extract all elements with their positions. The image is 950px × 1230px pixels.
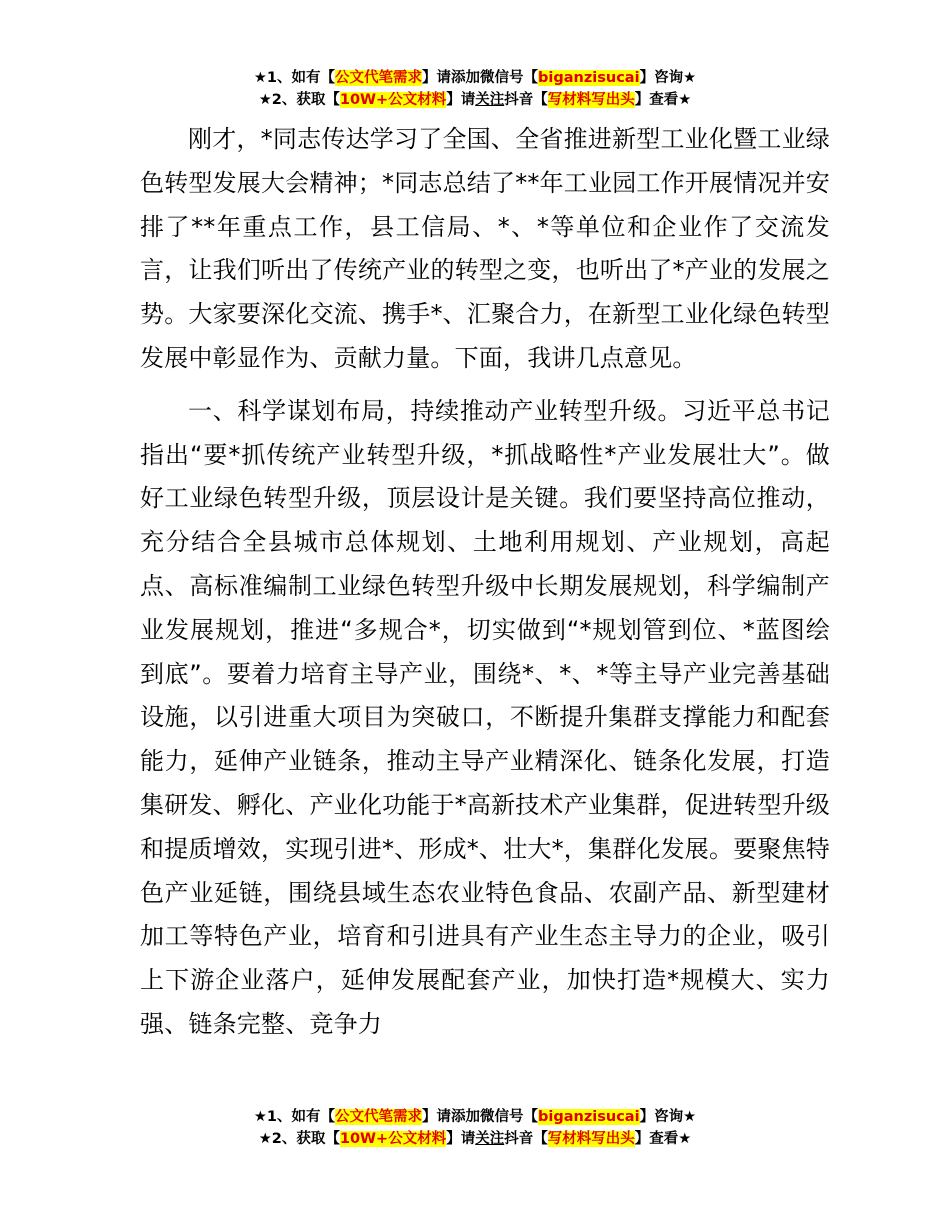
- banner-text: ★2、获取【: [258, 1131, 340, 1147]
- highlight-wechat-id: biganzisucai: [538, 1109, 640, 1125]
- paragraph-intro: 刚才，*同志传达学习了全国、全省推进新型工业化暨工业绿色转型发展大会精神；*同志总结了**年工业园工作开展情况并安排了**年重点工作，县工信局、*、*等单位和企业作了交流发言，让我们听出了传统产业的转型之变，也听出了*产业的发展之势。大家要深化交流、携手*、汇聚合力，在新型工业化绿色转型发展中彰显作为、贡献力量。下面，我讲几点意见。: [140, 125, 830, 372]
- banner-text: 】请: [446, 1131, 476, 1147]
- banner-text: 】请: [446, 92, 476, 108]
- document-body: [140, 118, 830, 1047]
- banner-text: ★1、如有【: [253, 1109, 336, 1125]
- banner-text: 抖音【: [504, 1131, 548, 1147]
- banner-text: 】请添加微信号【: [422, 70, 539, 86]
- banner-line-2: [0, 89, 950, 111]
- highlight-materials: 10W+公文材料: [339, 92, 447, 108]
- banner-text: 】咨询★: [639, 70, 697, 86]
- paragraph-section-one: 一、科学谋划布局，持续推动产业转型升级。习近平总书记指出“要*抓传统产业转型升级，*抓战略性*产业发展壮大”。做好工业绿色转型升级，顶层设计是关键。我们要坚持高位推动，充分结合全县城市总体规划、土地利用规划、产业规划，高起点、高标准编制工业绿色转型升级中长期发展规划，科学编制产业发展规划，推进“多规合*，切实做到“*规划管到位、*蓝图绘到底”。要着力培育主导产业，围绕*、*、*等主导产业完善基础设施，以引进重大项目为突破口，不断提升集群支撑能力和配套能力，延伸产业链条，推动主导产业精深化、链条化发展，打造集研发、孵化、产业化功能于*高新技术产业集群，促进转型升级和提质增效，实现引进*、形成*、壮大*，集群化发展。要聚焦特色产业延链，围绕县域生态农业特色食品、农副产品、新型建材加工等特色产业，培育和引进具有产业生态主导力的企业，吸引上下游企业落户，延伸发展配套产业，加快打造*规模大、实力强、链条完整、竞争力: [140, 396, 830, 1038]
- banner-text: ★1、如有【: [253, 70, 336, 86]
- banner-line-1: [0, 1106, 950, 1128]
- highlight-materials: 10W+公文材料: [339, 1131, 447, 1147]
- banner-text: ★2、获取【: [258, 92, 340, 108]
- banner-text: 】查看★: [634, 1131, 692, 1147]
- banner-text: 】咨询★: [639, 1109, 697, 1125]
- banner-follow-text: 关注: [475, 1131, 505, 1147]
- footer-banner: [0, 1106, 950, 1150]
- highlight-wechat-id: biganzisucai: [538, 70, 640, 86]
- highlight-ghostwriting: 公文代笔需求: [335, 1109, 423, 1125]
- highlight-douyin-account: 写材料写出头: [547, 1131, 635, 1147]
- highlight-douyin-account: 写材料写出头: [547, 92, 635, 108]
- banner-text: 抖音【: [504, 92, 548, 108]
- banner-follow-text: 关注: [475, 92, 505, 108]
- highlight-ghostwriting: 公文代笔需求: [335, 70, 423, 86]
- header-banner: [0, 67, 950, 111]
- banner-text: 】请添加微信号【: [422, 1109, 539, 1125]
- banner-line-2: [0, 1128, 950, 1150]
- banner-text: 】查看★: [634, 92, 692, 108]
- banner-line-1: [0, 67, 950, 89]
